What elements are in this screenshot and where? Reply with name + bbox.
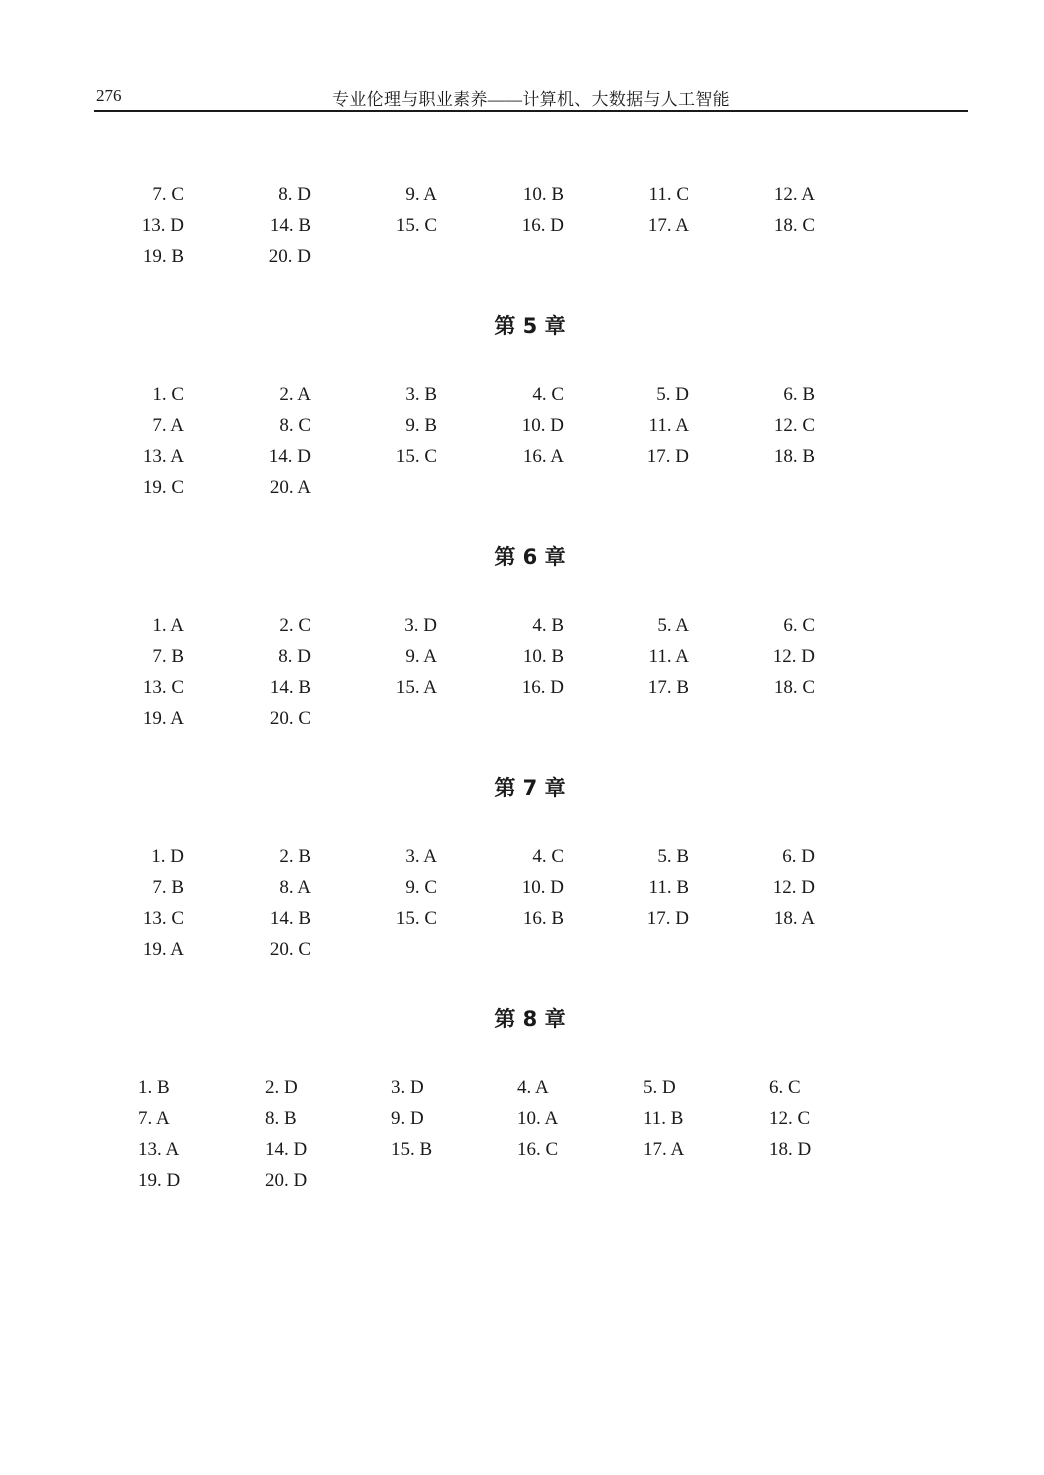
answer-item: 9. A xyxy=(405,184,437,205)
answer-item: 18. C xyxy=(773,215,815,236)
answer-item: 18. C xyxy=(773,677,815,698)
answer-item: 16. D xyxy=(521,215,564,236)
answer-row xyxy=(0,215,1044,246)
answer-item: 18. D xyxy=(769,1139,812,1160)
answer-item: 2. A xyxy=(279,384,311,405)
answer-row xyxy=(0,708,1044,739)
answer-row xyxy=(0,646,1044,677)
answer-row xyxy=(0,446,1044,477)
answer-item: 14. B xyxy=(269,215,311,236)
answer-item: 2. C xyxy=(279,615,311,636)
answer-item: 10. D xyxy=(521,877,564,898)
answer-item: 9. A xyxy=(405,646,437,667)
chapter-title: 第 6 章 xyxy=(494,545,566,569)
answer-row xyxy=(0,1139,1044,1170)
answer-item: 11. B xyxy=(648,877,689,898)
answer-row xyxy=(0,908,1044,939)
answer-item: 14. D xyxy=(265,1139,308,1160)
answer-block xyxy=(0,184,1044,277)
answer-item: 13. A xyxy=(138,1139,180,1160)
answer-row xyxy=(0,1077,1044,1108)
answer-item: 16. B xyxy=(522,908,564,929)
answer-item: 16. C xyxy=(517,1139,559,1160)
answer-item: 13. C xyxy=(142,677,184,698)
answer-item: 13. D xyxy=(141,215,184,236)
answer-item: 1. A xyxy=(152,615,184,636)
answer-item: 1. B xyxy=(138,1077,170,1098)
answer-item: 20. C xyxy=(269,708,311,729)
answer-item: 12. C xyxy=(769,1108,811,1129)
answer-item: 7. C xyxy=(152,184,184,205)
answer-item: 12. A xyxy=(773,184,815,205)
answer-item: 19. D xyxy=(138,1170,181,1191)
answer-item: 13. A xyxy=(142,446,184,467)
answer-item: 11. A xyxy=(648,415,689,436)
chapter-title: 第 5 章 xyxy=(494,314,566,338)
answer-item: 19. A xyxy=(142,939,184,960)
answer-item: 5. B xyxy=(657,846,689,867)
answer-row xyxy=(0,877,1044,908)
answer-block xyxy=(0,846,1044,970)
answer-row xyxy=(0,677,1044,708)
answer-item: 20. A xyxy=(269,477,311,498)
answer-item: 12. D xyxy=(772,877,815,898)
answer-item: 14. D xyxy=(268,446,311,467)
answer-item: 15. B xyxy=(391,1139,433,1160)
answer-item: 3. D xyxy=(391,1077,424,1098)
answer-item: 19. B xyxy=(142,246,184,267)
answer-row xyxy=(0,846,1044,877)
answer-item: 4. B xyxy=(532,615,564,636)
chapter-title: 第 8 章 xyxy=(494,1007,566,1031)
answer-item: 19. A xyxy=(142,708,184,729)
answer-item: 4. A xyxy=(517,1077,549,1098)
answer-item: 15. A xyxy=(395,677,437,698)
answer-item: 8. C xyxy=(279,415,311,436)
answer-item: 6. B xyxy=(783,384,815,405)
answer-item: 5. D xyxy=(643,1077,676,1098)
answer-item: 5. D xyxy=(656,384,689,405)
answer-row xyxy=(0,415,1044,446)
answer-item: 18. B xyxy=(773,446,815,467)
answer-item: 11. A xyxy=(648,646,689,667)
answer-row xyxy=(0,615,1044,646)
answer-item: 9. D xyxy=(391,1108,424,1129)
answer-item: 17. A xyxy=(647,215,689,236)
answer-block xyxy=(0,384,1044,508)
answer-item: 8. D xyxy=(278,184,311,205)
answer-item: 15. C xyxy=(395,215,437,236)
answer-item: 16. A xyxy=(522,446,564,467)
answer-item: 14. B xyxy=(269,677,311,698)
chapter-title: 第 7 章 xyxy=(494,776,566,800)
answer-item: 7. A xyxy=(138,1108,170,1129)
answer-item: 12. D xyxy=(772,646,815,667)
answer-item: 9. C xyxy=(405,877,437,898)
answer-item: 6. D xyxy=(782,846,815,867)
answer-item: 16. D xyxy=(521,677,564,698)
answer-item: 10. B xyxy=(522,646,564,667)
answer-item: 1. D xyxy=(151,846,184,867)
answer-row xyxy=(0,184,1044,215)
answer-item: 17. D xyxy=(646,446,689,467)
answer-item: 15. C xyxy=(395,446,437,467)
answer-block xyxy=(0,1077,1044,1201)
answer-item: 12. C xyxy=(773,415,815,436)
answer-item: 10. D xyxy=(521,415,564,436)
page-header xyxy=(94,84,968,112)
answer-item: 9. B xyxy=(405,415,437,436)
answer-block xyxy=(0,615,1044,739)
answer-item: 2. B xyxy=(279,846,311,867)
answer-item: 7. B xyxy=(152,646,184,667)
answer-item: 19. C xyxy=(142,477,184,498)
answer-item: 20. D xyxy=(265,1170,308,1191)
answer-item: 17. D xyxy=(646,908,689,929)
answer-item: 17. A xyxy=(643,1139,685,1160)
answer-item: 13. C xyxy=(142,908,184,929)
answer-item: 11. B xyxy=(643,1108,684,1129)
answer-row xyxy=(0,1170,1044,1201)
answer-item: 1. C xyxy=(152,384,184,405)
answer-item: 4. C xyxy=(532,846,564,867)
answer-item: 11. C xyxy=(648,184,689,205)
answer-item: 5. A xyxy=(657,615,689,636)
answer-item: 3. A xyxy=(405,846,437,867)
answer-row xyxy=(0,246,1044,277)
answer-item: 20. D xyxy=(268,246,311,267)
answer-item: 15. C xyxy=(395,908,437,929)
answer-item: 2. D xyxy=(265,1077,298,1098)
answer-item: 17. B xyxy=(647,677,689,698)
answer-item: 8. B xyxy=(265,1108,297,1129)
answer-item: 7. A xyxy=(152,415,184,436)
answer-item: 8. D xyxy=(278,646,311,667)
page-number: 276 xyxy=(96,86,122,105)
answer-item: 10. B xyxy=(522,184,564,205)
answer-item: 3. B xyxy=(405,384,437,405)
answer-row xyxy=(0,477,1044,508)
answer-item: 10. A xyxy=(517,1108,559,1129)
answer-item: 8. A xyxy=(279,877,311,898)
answer-row xyxy=(0,939,1044,970)
answer-item: 20. C xyxy=(269,939,311,960)
answer-item: 7. B xyxy=(152,877,184,898)
answer-item: 14. B xyxy=(269,908,311,929)
answer-row xyxy=(0,384,1044,415)
answer-item: 18. A xyxy=(773,908,815,929)
answer-row xyxy=(0,1108,1044,1139)
answer-item: 6. C xyxy=(783,615,815,636)
answer-item: 4. C xyxy=(532,384,564,405)
running-title: 专业伦理与职业素养——计算机、大数据与人工智能 xyxy=(332,90,730,109)
answer-item: 6. C xyxy=(769,1077,801,1098)
answer-item: 3. D xyxy=(404,615,437,636)
